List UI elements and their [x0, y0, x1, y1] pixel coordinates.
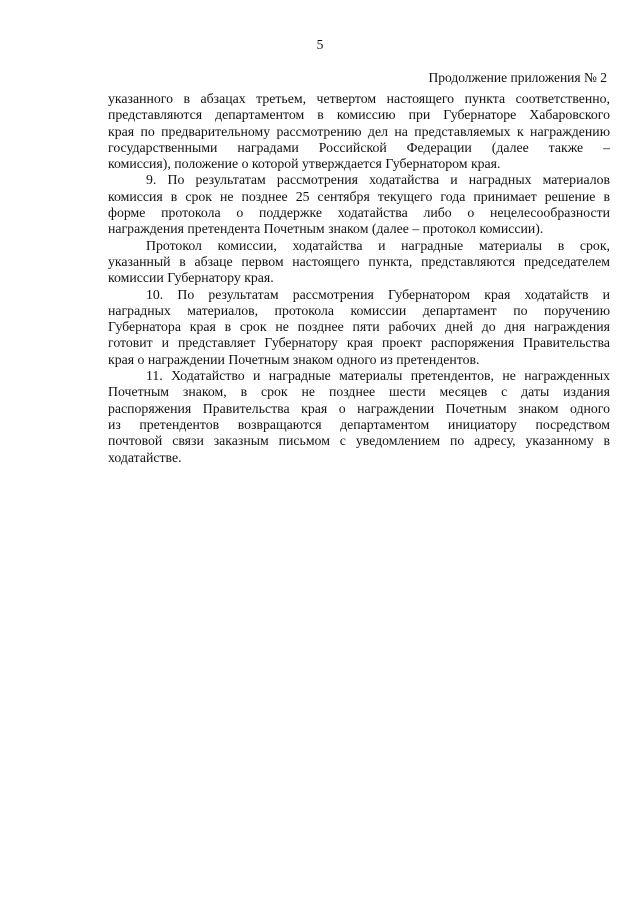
text-line: Протокол комиссии, ходатайства и наградные материалы в срок,	[146, 237, 610, 253]
text-line: комиссии Губернатору края.	[108, 270, 274, 286]
text-line: государственными наградами Российской Федерации (далее также –	[108, 139, 610, 155]
text-line: 9. По результатам рассмотрения ходатайства и наградных материалов	[146, 172, 610, 188]
appendix-continuation-note: Продолжение приложения № 2	[428, 70, 607, 85]
text-line: распоряжения Правительства края о награждении Почетным знаком одного	[108, 400, 610, 416]
text-line: наградных материалов, протокола комиссии департамент по поручению	[108, 302, 610, 318]
text-line: форме протокола о поддержке ходатайства либо о нецелесообразности	[108, 205, 610, 221]
text-line: комиссия), положение о которой утверждается Губернатором края.	[108, 156, 501, 172]
text-line: награждения претендента Почетным знаком (далее – протокол комиссии).	[108, 221, 544, 237]
paragraph-item-11	[108, 368, 610, 466]
text-line: почтовой связи заказным письмом с уведомлением по адресу, указанному в	[108, 433, 610, 449]
paragraph-continuation	[108, 91, 610, 172]
text-line: 10. По результатам рассмотрения Губернатором края ходатайств и	[146, 286, 610, 302]
text-line: 11. Ходатайство и наградные материалы претендентов, не награжденных	[146, 368, 610, 384]
text-line: ходатайстве.	[108, 449, 182, 465]
text-line: края о награждении Почетным знаком одного из претендентов.	[108, 351, 480, 367]
page-number: 5	[316, 37, 324, 52]
text-line: комиссия в срок не позднее 25 сентября текущего года принимает решение в	[108, 188, 610, 204]
text-line: из претендентов возвращаются департаментом инициатору посредством	[108, 416, 610, 432]
text-line: готовит и представляет Губернатору края проект распоряжения Правительства	[108, 335, 610, 351]
text-line: указанный в абзаце первом настоящего пункта, представляются председателем	[108, 253, 610, 269]
text-line: указанного в абзацах третьем, четвертом настоящего пункта соответственно,	[108, 91, 610, 106]
paragraph-protocol	[108, 238, 610, 287]
paragraph-item-9	[108, 172, 610, 237]
document-body	[108, 91, 610, 466]
text-line: Почетным знаком, в срок не позднее шести месяцев с даты издания	[108, 384, 610, 400]
text-line: края по предварительному рассмотрению дел на представляемых к награждению	[108, 123, 610, 139]
paragraph-item-10	[108, 287, 610, 368]
text-line: представляются департаментом в комиссию при Губернаторе Хабаровского	[108, 107, 610, 123]
text-line: Губернатора края в срок не позднее пяти рабочих дней до дня награждения	[108, 319, 610, 335]
